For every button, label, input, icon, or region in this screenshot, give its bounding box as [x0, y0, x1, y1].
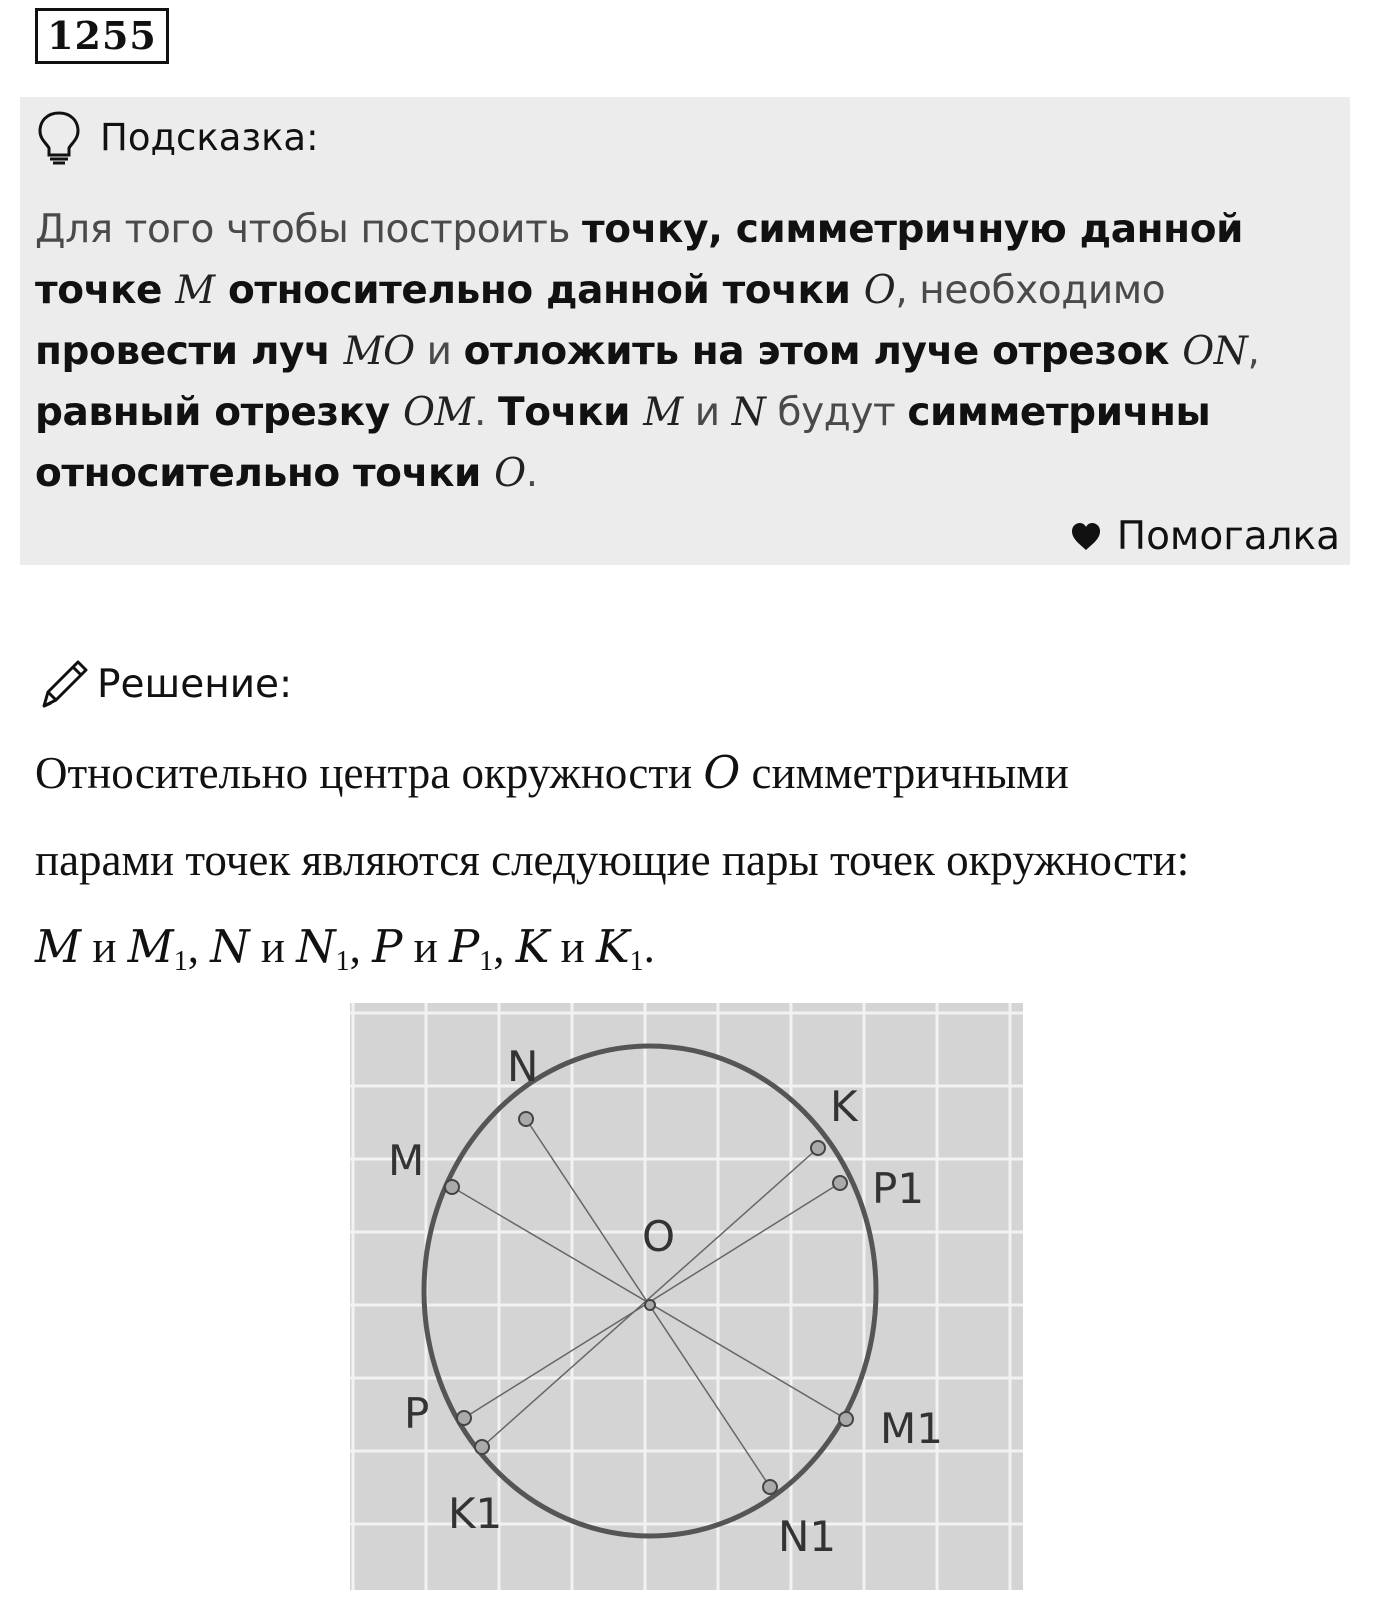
- solution-line-1: [35, 745, 1069, 801]
- hint-part: ON: [1182, 329, 1248, 374]
- hint-part: точку, симметричную данной точке: [35, 207, 1244, 313]
- point-p1: [833, 1176, 847, 1190]
- pencil-icon: [38, 656, 90, 712]
- pair-conjunction: и: [413, 922, 438, 972]
- hint-part: ,: [1247, 329, 1260, 374]
- center-variable: O: [703, 746, 741, 799]
- pair-second: P: [448, 920, 480, 973]
- pair-first: N: [210, 920, 250, 973]
- heart-icon: [1071, 523, 1101, 551]
- hint-title: Подсказка:: [100, 116, 319, 159]
- hint-part: и: [414, 329, 464, 374]
- credit: [1071, 512, 1340, 562]
- hint-part: Точки: [498, 390, 644, 435]
- hint-part: O: [863, 268, 896, 313]
- hint-part: O: [494, 451, 526, 496]
- solution-title: Решение:: [97, 662, 293, 707]
- label-p1: P1: [872, 1164, 925, 1213]
- hint-part: OM: [402, 390, 475, 435]
- label-p: P: [404, 1389, 430, 1438]
- point-n: [519, 1112, 533, 1126]
- solution-line-1-text: Относительно центра окружности: [35, 748, 693, 798]
- hint-part: .: [525, 451, 538, 496]
- pair-second: N: [296, 920, 336, 973]
- hint-part: равный отрезку: [35, 390, 403, 435]
- solution-line-1-end: симметричными: [751, 748, 1069, 798]
- pair-first: P: [372, 920, 403, 973]
- point-k: [811, 1141, 825, 1155]
- hint-part: , необходимо: [895, 268, 1166, 313]
- hint-part: отложить на этом луче отрезок: [463, 329, 1183, 374]
- hint-part: будут: [765, 390, 908, 435]
- lightbulb-icon: [36, 110, 82, 166]
- label-k: K: [830, 1082, 858, 1131]
- pair-second: K: [595, 920, 630, 973]
- label-o: O: [642, 1212, 676, 1261]
- pair-first: K: [515, 920, 550, 973]
- circle-drawing: [350, 1003, 1023, 1590]
- pair-conjunction: и: [560, 922, 585, 972]
- pair-subscript: 1: [479, 946, 494, 977]
- pair-second: M: [127, 920, 174, 973]
- label-n1: N1: [778, 1512, 837, 1561]
- point-o: [645, 1300, 655, 1310]
- hint-part: N: [731, 390, 766, 435]
- point-k1: [475, 1440, 489, 1454]
- credit-label: Помогалка: [1116, 514, 1340, 559]
- circle-figure: [350, 1003, 1023, 1590]
- hint-part: провести луч: [35, 329, 344, 374]
- pair-first: M: [35, 920, 82, 973]
- chord-k-k1: [482, 1148, 818, 1447]
- label-k1: K1: [448, 1489, 503, 1538]
- hint-text: [35, 199, 1320, 504]
- pair-subscript: 1: [173, 946, 188, 977]
- pair-conjunction: и: [92, 922, 117, 972]
- hint-part: MO: [343, 329, 415, 374]
- hint-part: симметричны относительно точки: [35, 390, 1211, 496]
- point-p: [457, 1411, 471, 1425]
- hint-part: .: [474, 390, 499, 435]
- label-m: M: [388, 1136, 425, 1185]
- solution-pairs: M и $M_1$, N и $N_1$, P и $P_1$, K и $K_1$.: [35, 920, 655, 977]
- point-m: [445, 1180, 459, 1194]
- hint-part: относительно данной точки: [214, 268, 864, 313]
- solution-line-2: парами точек являются следующие пары точек окружности:: [35, 835, 1190, 885]
- label-n: N: [507, 1042, 539, 1091]
- pair-conjunction: и: [260, 922, 285, 972]
- hint-part: Для того чтобы построить: [35, 207, 583, 252]
- hint-part: M: [175, 268, 215, 313]
- point-n1: [763, 1480, 777, 1494]
- circle: [424, 1046, 876, 1536]
- point-m1: [839, 1412, 853, 1426]
- pair-subscript: 1: [335, 946, 350, 977]
- label-m1: M1: [880, 1404, 943, 1453]
- pair-subscript: 1: [629, 946, 644, 977]
- hint-part: M: [643, 390, 683, 435]
- task-number: 1255: [35, 8, 169, 64]
- hint-part: и: [682, 390, 732, 435]
